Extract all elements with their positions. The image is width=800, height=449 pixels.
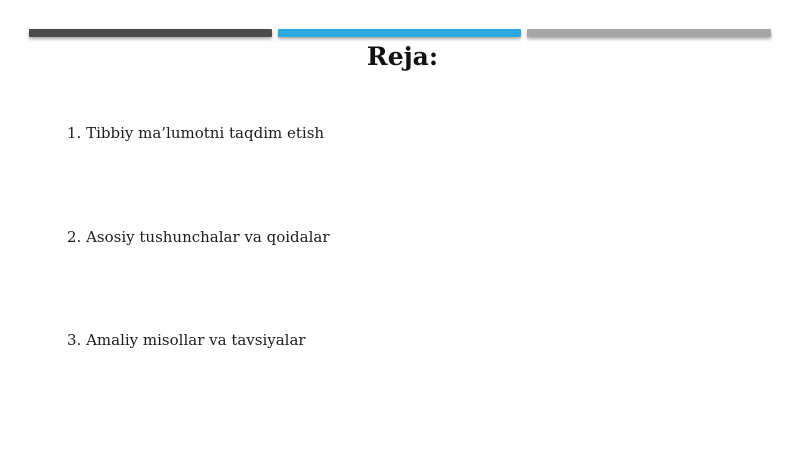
plan-item: 1. Tibbiy ma’lumotni taqdim etish (67, 124, 325, 142)
accent-bar-blue (278, 29, 521, 37)
slide-title: Reja: (366, 42, 439, 71)
plan-item: 3. Amaliy misollar va tavsiyalar (67, 331, 306, 349)
accent-bar-dark (29, 29, 272, 37)
plan-item: 2. Asosiy tushunchalar va qoidalar (67, 228, 330, 246)
accent-bar-gray (527, 29, 771, 37)
